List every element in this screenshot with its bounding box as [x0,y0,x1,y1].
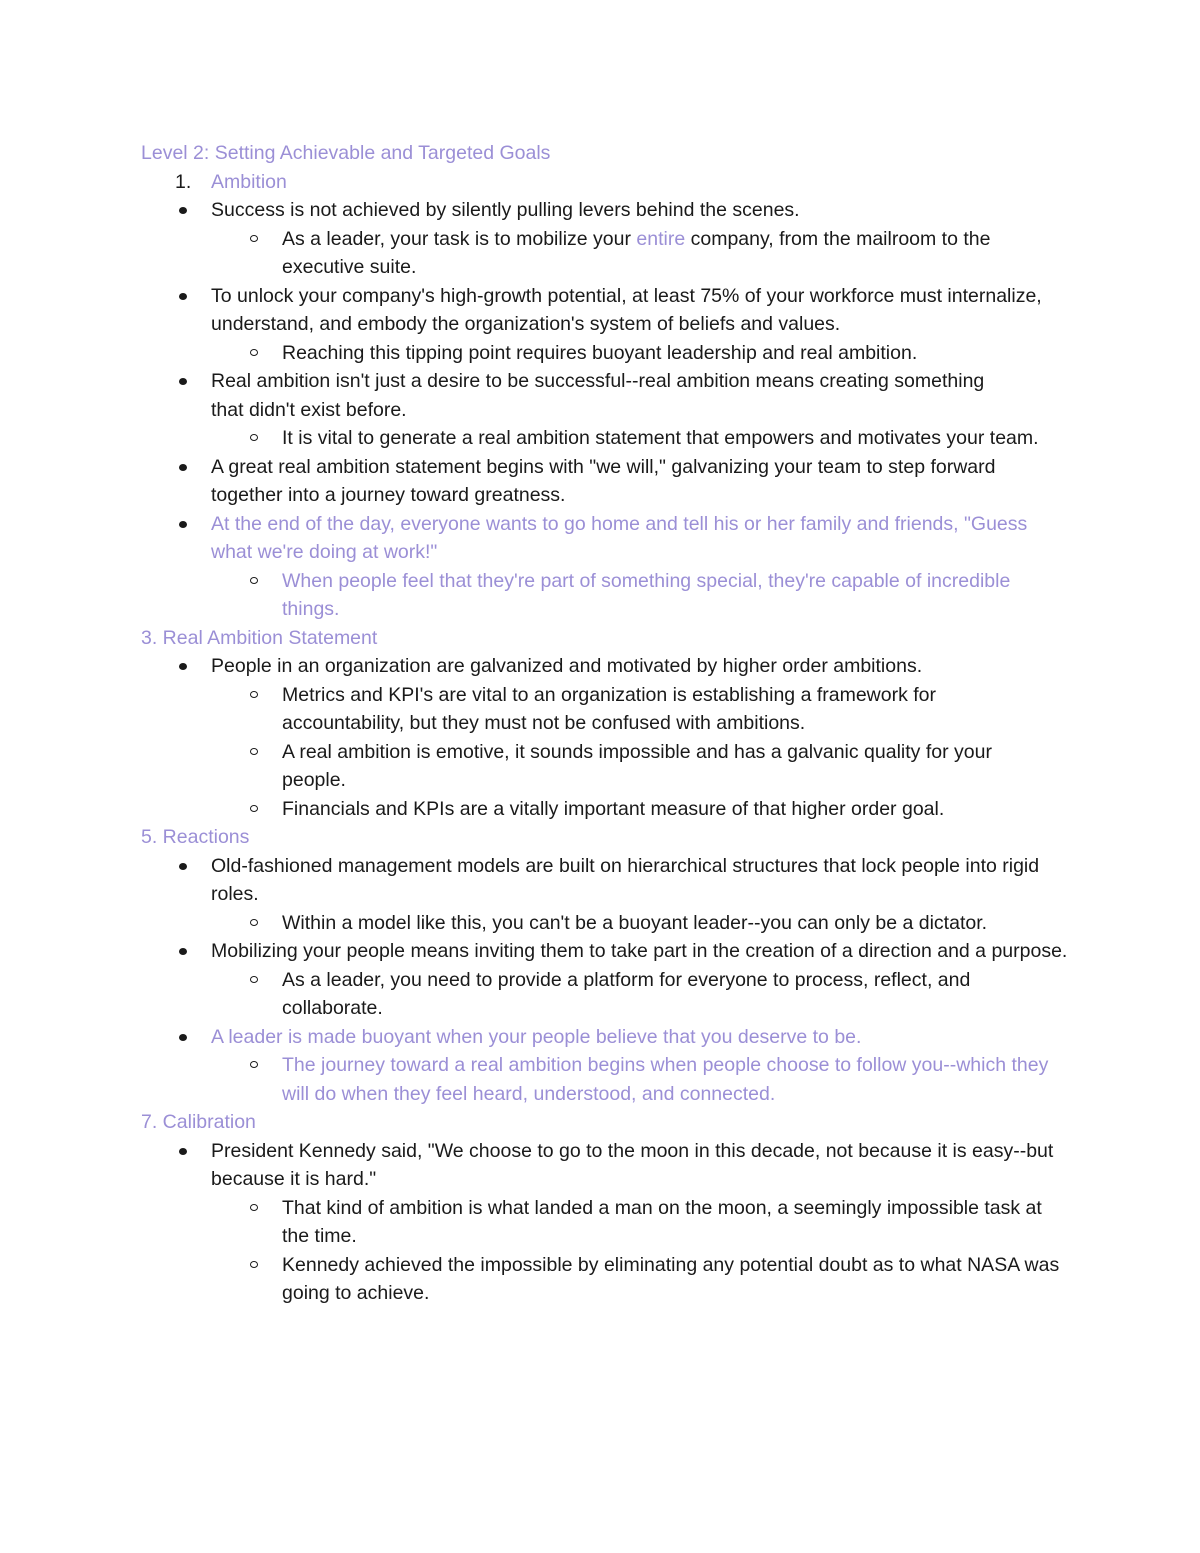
sub-list-item [141,567,1071,624]
sub-bullet-icon [250,691,258,698]
list-item-text: As a leader, your task is to mobilize your [282,227,637,250]
bullet-icon [179,207,187,214]
sub-list-item [141,966,1071,1023]
sub-list-item [141,738,1071,795]
list-item [141,937,1071,966]
list-item-text: To unlock your company's high-growth potential, at least 75% of your workforce must internalize, understand, and embody the organization's system of beliefs and values. [211,284,1042,335]
section-heading-real-ambition-statement: 3. Real Ambition Statement [141,626,378,649]
sub-bullet-icon [250,235,258,242]
bullet-icon [179,1034,187,1041]
sub-bullet-icon [250,976,258,983]
list-item-text: Financials and KPIs are a vitally important measure of that higher order goal. [282,797,945,820]
section-heading-text: Ambition [211,170,287,193]
bullet-icon [179,521,187,528]
sub-list-item [141,225,1071,282]
list-item-text: Success is not achieved by silently pulling levers behind the scenes. [211,199,800,221]
list-item-text: Kennedy achieved the impossible by eliminating any potential doubt as to what NASA was going to achieve. [282,1253,1060,1304]
bullet-icon [179,863,187,870]
sub-bullet-icon [250,349,258,356]
bullet-icon [179,948,187,955]
section-heading-calibration: 7. Calibration [141,1111,256,1133]
list-item [141,510,1071,567]
sub-bullet-icon [250,577,258,584]
bullet-icon [179,293,187,300]
sub-list-item [141,1051,1071,1108]
list-item-text: That kind of ambition is what landed a man on the moon, a seemingly impossible task at the time. [282,1196,1042,1247]
list-item-text: Old-fashioned management models are built on hierarchical structures that lock people into rigid roles. [211,854,1040,905]
sub-list-item [141,681,1071,738]
emphasis-text: entire [636,227,686,250]
list-item [141,453,1071,510]
list-item-text: People in an organization are galvanized and motivated by higher order ambitions. [211,655,923,677]
list-item-text: President Kennedy said, "We choose to go to the moon in this decade, not because it is easy--but because it is hard." [211,1139,1054,1190]
sub-list-item [141,909,1071,938]
sub-bullet-icon [250,805,258,812]
list-item-text: Real ambition isn't just a desire to be successful--real ambition means creating something that didn't exist before. [211,370,985,421]
list-item-text: It is vital to generate a real ambition statement that empowers and motivates your team. [282,427,1039,449]
list-number: 1. [175,170,192,193]
list-item-text: Reaching this tipping point requires buoyant leadership and real ambition. [282,341,918,364]
list-item-text: A great real ambition statement begins with "we will," galvanizing your team to step forward together into a journey toward greatness. [211,455,996,506]
sub-bullet-icon [250,434,258,441]
bullet-icon [179,1148,187,1155]
list-item [141,196,1071,225]
sub-list-item [141,795,1071,824]
list-item-text: Metrics and KPI's are vital to an organization is establishing a framework for accountability, but they must not be confused with ambitions. [282,683,937,734]
list-item-text: At the end of the day, everyone wants to go home and tell his or her family and friends, "Guess what we're doing at work!" [211,512,1028,563]
sub-bullet-icon [250,748,258,755]
list-item-text: A real ambition is emotive, it sounds impossible and has a galvanic quality for your people. [282,740,992,791]
list-item [141,1137,1071,1194]
sub-list-item [141,1194,1071,1251]
list-item [141,367,1071,424]
bullet-icon [179,663,187,670]
section-heading-ambition [141,168,1071,197]
list-item-text: company, from the mailroom to the executive suite. [282,227,991,278]
sub-list-item [141,339,1071,368]
sub-bullet-icon [250,1204,258,1211]
list-item-text: When people feel that they're part of something special, they're capable of incredible things. [282,569,1011,620]
list-item [141,282,1071,339]
list-item [141,652,1071,681]
sub-bullet-icon [250,919,258,926]
list-item [141,852,1071,909]
list-item-text: Mobilizing your people means inviting them to take part in the creation of a direction and a purpose. [211,940,1068,962]
list-item-text: Within a model like this, you can't be a buoyant leader--you can only be a dictator. [282,911,988,934]
sub-list-item [141,424,1071,453]
bullet-icon [179,378,187,385]
bullet-icon [179,464,187,471]
page-title: Level 2: Setting Achievable and Targeted Goals [141,142,551,164]
list-item-text: The journey toward a real ambition begins when people choose to follow you--which they will do when they feel heard, understood, and connected. [282,1054,1049,1105]
list-item-text: As a leader, you need to provide a platform for everyone to process, reflect, and collaborate. [282,968,971,1019]
list-item [141,1023,1071,1052]
list-item-text: A leader is made buoyant when your people believe that you deserve to be. [211,1025,862,1048]
sub-bullet-icon [250,1261,258,1268]
document-page [141,139,1071,1308]
sub-list-item [141,1251,1071,1308]
section-heading-reactions: 5. Reactions [141,826,250,848]
sub-bullet-icon [250,1061,258,1068]
